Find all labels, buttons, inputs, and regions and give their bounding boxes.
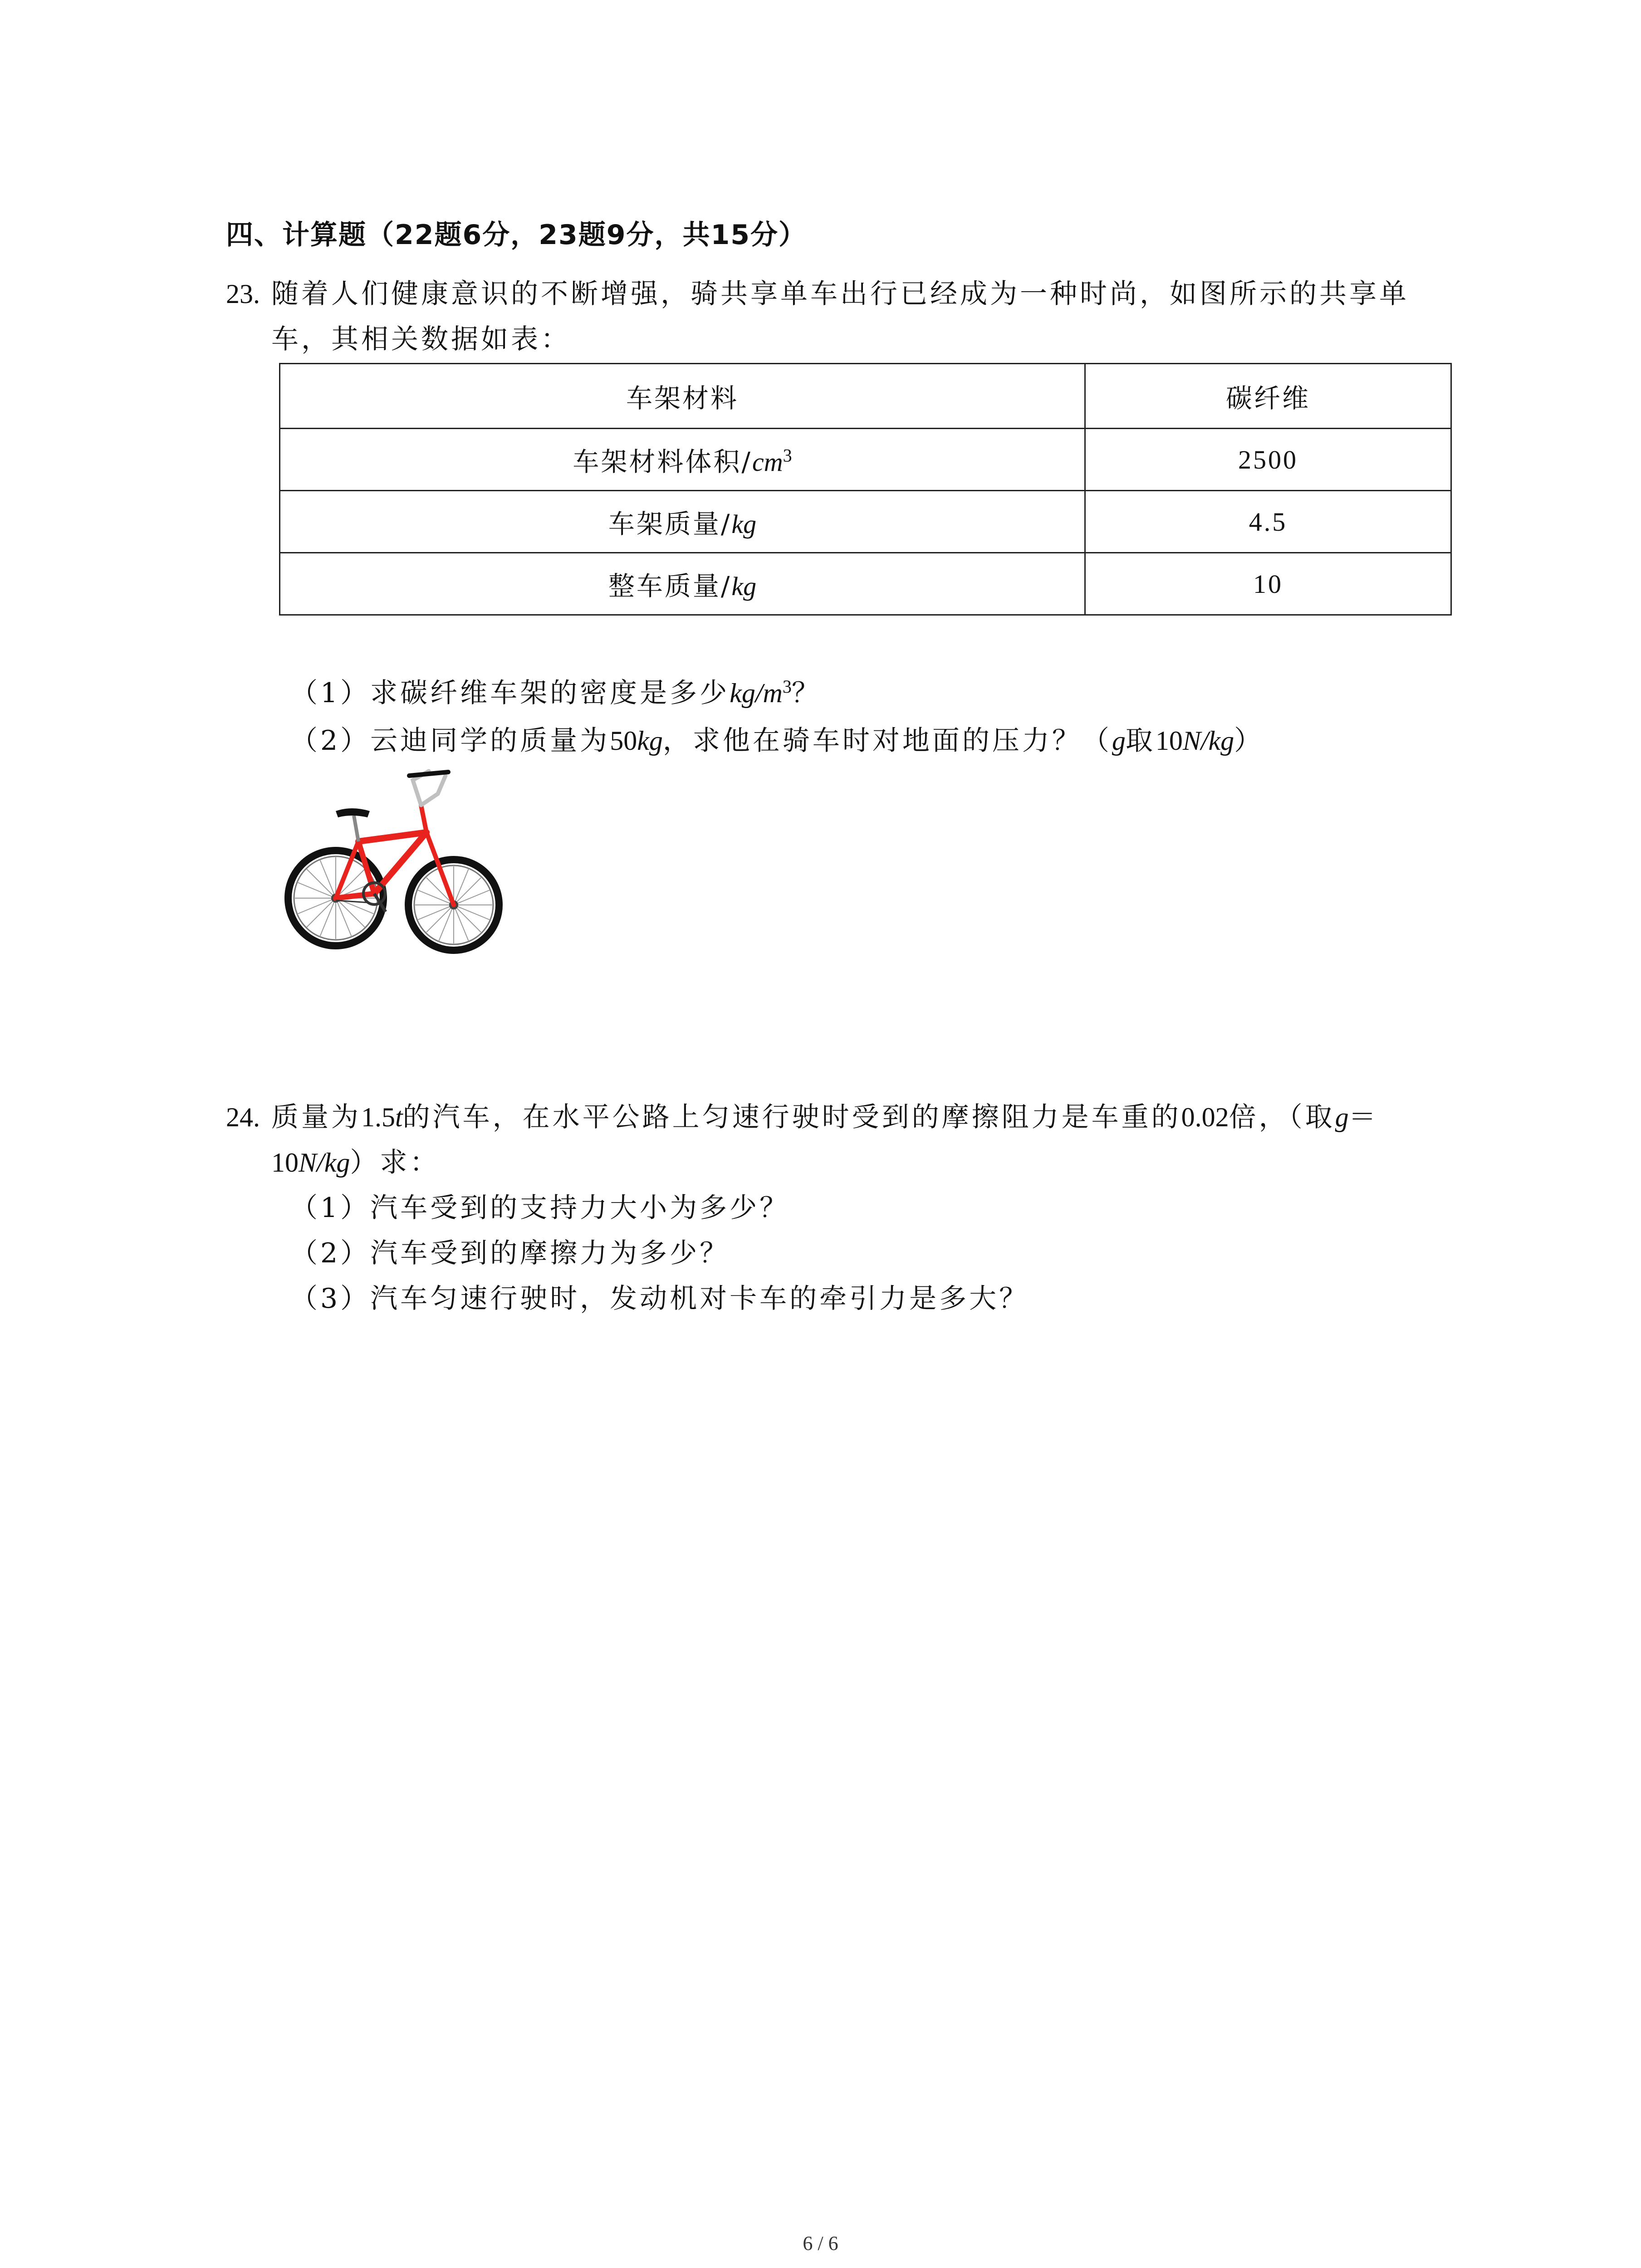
q24-line2: 10N/kg）求： [271, 1147, 440, 1178]
seat-post [354, 816, 358, 841]
q23-line1 [226, 272, 1409, 311]
q24-sub1: （1）汽车受到的支持力大小为多少？ [290, 1192, 790, 1224]
q24-sub2: （2）汽车受到的摩擦力为多少？ [290, 1237, 730, 1269]
q23-sub2: （2）云迪同学的质量为50kg，求他在骑车时对地面的压力？（g取10N/kg） [290, 725, 1264, 757]
table-cell-value: 10 [1085, 553, 1451, 615]
table-cell-label: 整车质量/kg [280, 553, 1085, 615]
table-row [280, 491, 1451, 553]
section-title: 四、计算题（22题6分，23题9分，共15分） [226, 219, 807, 251]
bicycle-image [277, 762, 504, 962]
q23-text-line1: 随着人们健康意识的不断增强，骑共享单车出行已经成为一种时尚，如图所示的共享单 [271, 278, 1409, 310]
table-row [280, 364, 1451, 429]
q23-number: 23. [226, 279, 260, 309]
table-cell-value: 碳纤维 [1085, 364, 1451, 429]
q24-line1: 24. 质量为1.5t的汽车，在水平公路上匀速行驶时受到的摩擦阻力是车重的0.02倍，（取g＝ [226, 1101, 1379, 1133]
table-cell-value: 4.5 [1085, 491, 1451, 553]
table-row [280, 553, 1451, 615]
table-cell-label: 车架材料体积$/cm^3$ [280, 429, 1085, 491]
q23-line2 [271, 318, 571, 357]
q23-text-line2: 车，其相关数据如表： [271, 323, 571, 355]
handlebar [409, 771, 448, 805]
q24-number: 24. [226, 1102, 260, 1132]
q24-sub3: （3）汽车匀速行驶时，发动机对卡车的牵引力是多大？ [290, 1283, 1029, 1315]
q23-data-table [279, 363, 1452, 616]
table-cell-label: 车架材料 [280, 364, 1085, 429]
q23-sub1: （1）求碳纤维车架的密度是多少$kg/m^3$？ [290, 676, 822, 709]
table-cell-value: 2500 [1085, 429, 1451, 491]
table-row [280, 429, 1451, 491]
table-cell-label: 车架质量/kg [280, 491, 1085, 553]
page-number: 6 / 6 [803, 2232, 838, 2254]
